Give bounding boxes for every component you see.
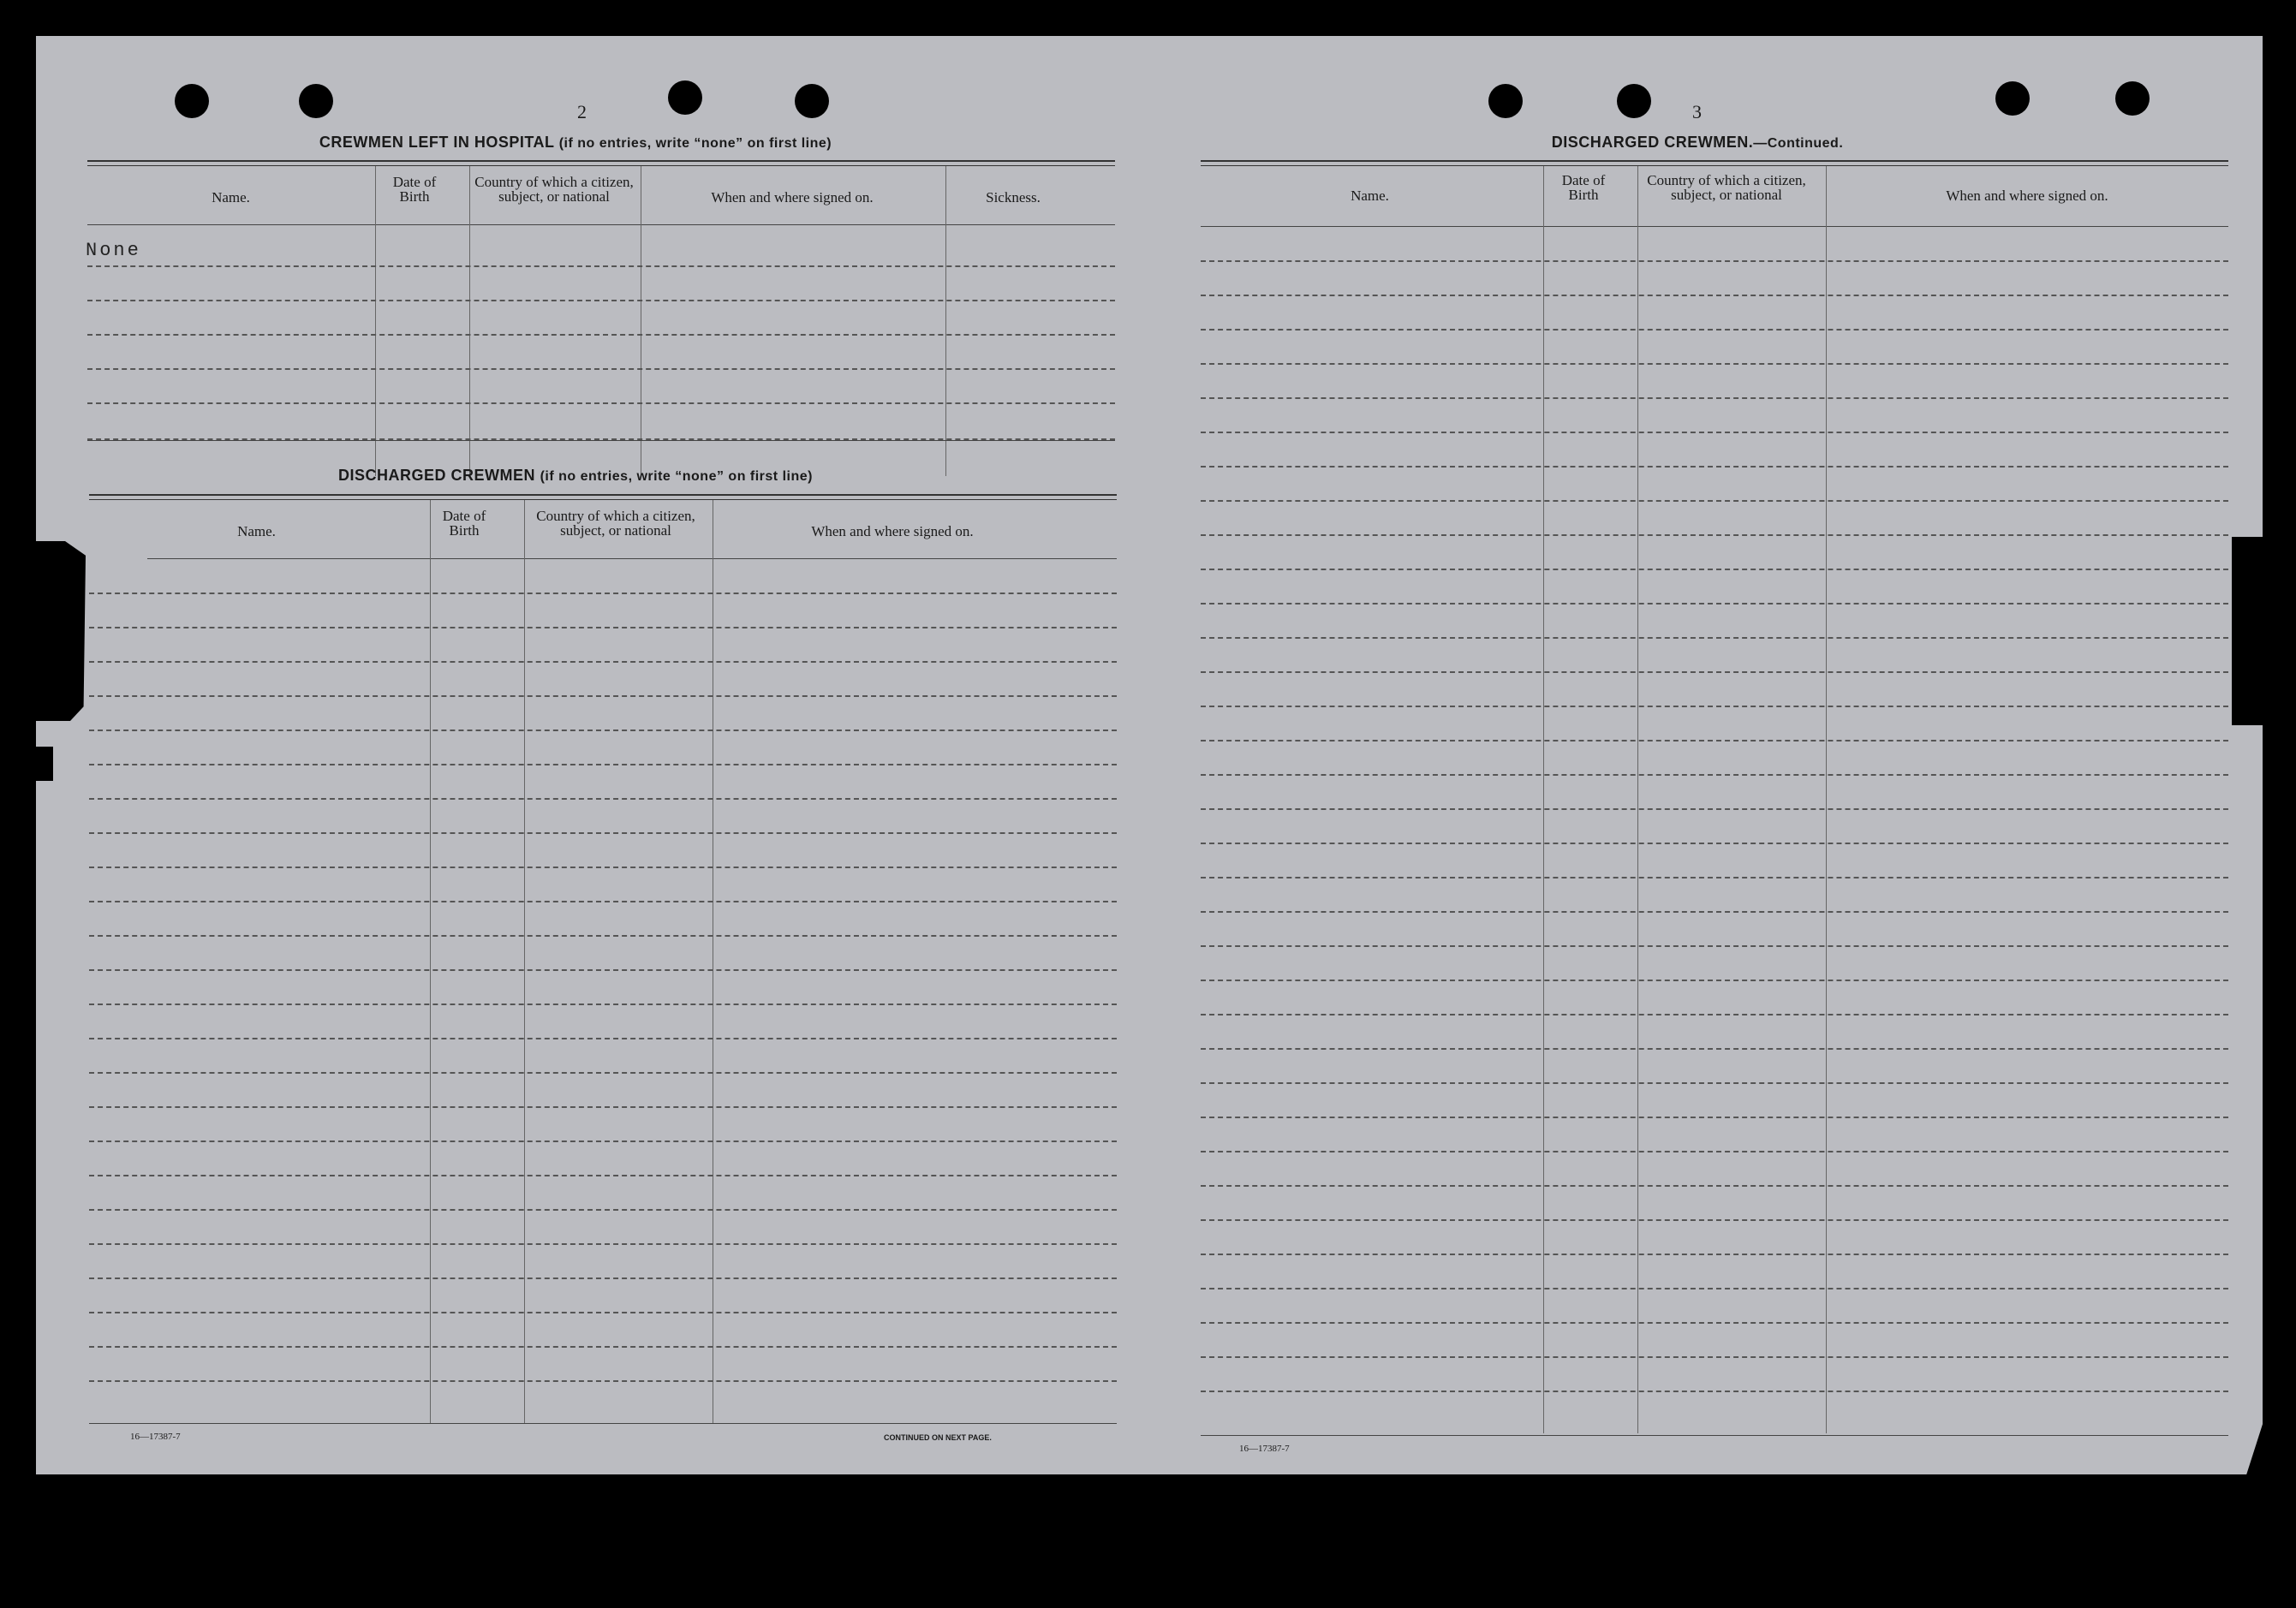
discharged-col-divider	[524, 500, 525, 1423]
entry-line	[1201, 1185, 2228, 1187]
left-page-number: 2	[577, 101, 587, 122]
entry-line	[1201, 1254, 2228, 1255]
entry-line	[1201, 1117, 2228, 1118]
hospital-col-country: Country of which a citizen, subject, or national	[474, 174, 634, 205]
entry-line	[89, 1004, 1117, 1005]
punch-hole	[795, 84, 829, 118]
punch-hole	[175, 84, 209, 118]
entry-line	[89, 627, 1117, 628]
entry-line	[1201, 808, 2228, 810]
entry-line	[89, 1140, 1117, 1142]
right-col-divider	[1543, 166, 1544, 1433]
hospital-title-text: CREWMEN LEFT IN HOSPITAL	[319, 134, 555, 151]
entry-line	[89, 798, 1117, 800]
entry-line	[1201, 1082, 2228, 1084]
entry-line	[1201, 843, 2228, 844]
discharged-col-divider	[430, 500, 431, 1423]
hospital-col-name: Name.	[212, 189, 250, 205]
entry-line	[89, 593, 1117, 594]
hospital-row-line	[87, 265, 1115, 267]
left-edge-notch	[34, 541, 86, 721]
discharged-col-name: Name.	[237, 523, 276, 539]
entry-line	[1201, 911, 2228, 913]
entry-line	[1201, 637, 2228, 639]
entry-line	[89, 695, 1117, 697]
right-col-country: Country of which a citizen, subject, or national	[1647, 172, 1806, 203]
discharged-title-text: DISCHARGED CREWMEN	[338, 467, 536, 484]
entry-line	[89, 1175, 1117, 1176]
left-form-number: 16—17387-7	[130, 1432, 181, 1442]
entry-line	[1201, 671, 2228, 673]
entry-line	[89, 935, 1117, 937]
entry-line	[89, 1106, 1117, 1108]
hospital-col-divider	[945, 166, 946, 476]
entry-line	[1201, 363, 2228, 365]
punch-hole	[1617, 84, 1651, 118]
right-page-number: 3	[1692, 101, 1702, 122]
entry-line	[89, 1277, 1117, 1279]
entry-line	[1201, 432, 2228, 433]
entry-line	[1201, 329, 2228, 331]
hospital-col-dob: Date of Birth	[392, 174, 437, 205]
hospital-title-rule	[87, 160, 1115, 166]
entry-line	[89, 661, 1117, 663]
discharged-title-rule	[89, 494, 1117, 500]
right-section-title	[1201, 134, 2194, 152]
entry-line	[1201, 295, 2228, 296]
hospital-header-underline	[87, 224, 1115, 225]
entry-line	[1201, 1048, 2228, 1050]
hospital-section-title	[87, 134, 1064, 152]
entry-line	[1201, 1356, 2228, 1358]
discharged-col-dob: Date of Birth	[442, 508, 486, 539]
hospital-row-line	[87, 402, 1115, 404]
hospital-row-line	[87, 368, 1115, 370]
entry-line	[1201, 945, 2228, 947]
entry-line	[1201, 1391, 2228, 1392]
discharged-col-country: Country of which a citizen, subject, or national	[536, 508, 695, 539]
entry-line	[89, 1346, 1117, 1348]
punch-hole	[2115, 81, 2150, 116]
right-col-divider	[1826, 166, 1827, 1433]
entry-line	[89, 764, 1117, 765]
right-form-number: 16—17387-7	[1239, 1444, 1290, 1454]
entry-line	[89, 730, 1117, 731]
entry-line	[1201, 980, 2228, 981]
right-table-bottom	[1201, 1435, 2228, 1436]
entry-line	[1201, 774, 2228, 776]
entry-line	[89, 1312, 1117, 1313]
entry-line	[1201, 534, 2228, 536]
right-col-dob: Date of Birth	[1561, 172, 1606, 203]
right-col-divider	[1637, 166, 1638, 1433]
entry-line	[1201, 260, 2228, 262]
hospital-table-bottom	[87, 440, 1115, 441]
entry-line	[89, 1209, 1117, 1211]
continued-note: CONTINUED ON NEXT PAGE.	[884, 1433, 992, 1442]
entry-line	[1201, 500, 2228, 502]
hospital-col-divider	[375, 166, 376, 476]
discharged-col-signed-on: When and where signed on.	[811, 523, 974, 539]
right-title-note: —Continued.	[1753, 136, 1844, 151]
entry-line	[1201, 1288, 2228, 1289]
punch-hole	[299, 84, 333, 118]
discharged-left-bottom	[89, 1423, 1117, 1424]
hospital-row-line	[87, 334, 1115, 336]
right-edge-notch	[2232, 537, 2266, 725]
discharged-section-title	[87, 467, 1064, 485]
entry-line	[89, 832, 1117, 834]
entry-line	[89, 867, 1117, 868]
right-title-rule	[1201, 160, 2228, 166]
entry-line	[89, 1072, 1117, 1074]
entry-line	[1201, 706, 2228, 707]
bottom-right-corner-cut	[2237, 1397, 2271, 1483]
hospital-col-signed-on: When and where signed on.	[711, 189, 874, 205]
right-col-signed-on: When and where signed on.	[1946, 188, 2108, 204]
left-edge-notch-lower	[34, 747, 53, 781]
entry-line	[1201, 1014, 2228, 1015]
punch-hole	[1995, 81, 2030, 116]
entry-line	[1201, 466, 2228, 468]
entry-line	[1201, 877, 2228, 878]
entry-line	[89, 1243, 1117, 1245]
entry-line	[1201, 1151, 2228, 1152]
hospital-title-note: (if no entries, write “none” on first line)	[558, 136, 832, 151]
discharged-title-note: (if no entries, write “none” on first line)	[540, 469, 813, 484]
entry-line	[89, 901, 1117, 902]
entry-line	[89, 969, 1117, 971]
discharged-header-underline	[147, 558, 1117, 559]
form-sheet	[36, 36, 2263, 1474]
entry-line	[89, 1038, 1117, 1039]
entry-line	[89, 1380, 1117, 1382]
punch-hole	[1488, 84, 1523, 118]
entry-line	[1201, 740, 2228, 741]
hospital-col-sickness: Sickness.	[986, 189, 1041, 205]
punch-hole	[668, 80, 702, 115]
entry-line	[1201, 569, 2228, 570]
hospital-row-name: None	[86, 240, 141, 261]
right-header-underline	[1201, 226, 2228, 227]
hospital-row-line	[87, 300, 1115, 301]
right-col-name: Name.	[1351, 188, 1389, 204]
entry-line	[1201, 1219, 2228, 1221]
hospital-col-divider	[469, 166, 470, 476]
entry-line	[1201, 603, 2228, 604]
right-title-text: DISCHARGED CREWMEN.	[1551, 134, 1754, 151]
entry-line	[1201, 1322, 2228, 1324]
entry-line	[1201, 397, 2228, 399]
